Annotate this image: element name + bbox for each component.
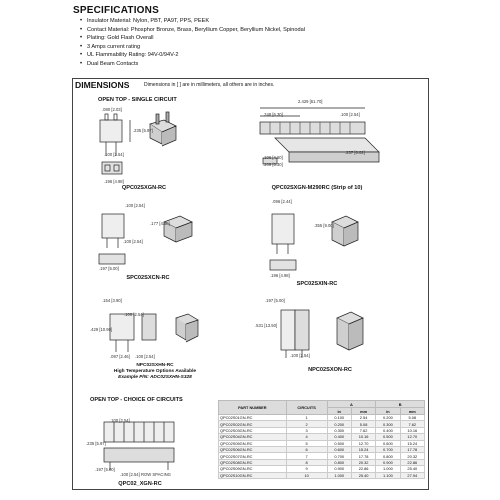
- spec-item: • UL Flammability Rating: 94V-0/94V-2: [80, 51, 305, 60]
- table-cell: 1: [286, 415, 327, 421]
- table-cell: QPC02S02GN-RC: [219, 421, 287, 427]
- table-cell: 9: [286, 466, 327, 472]
- table-cell: 0.500: [376, 434, 400, 440]
- table-cell: 0.200: [376, 415, 400, 421]
- table-header: CIRCUITS: [286, 401, 327, 415]
- dim-label: .100 [2.54]: [340, 112, 360, 117]
- spec-item: • 3 Amps current rating: [80, 43, 305, 52]
- table-header: PART NUMBER: [219, 401, 287, 415]
- table-cell: QPC02S09GN-RC: [219, 466, 287, 472]
- table-cell: QPC02S06GN-RC: [219, 446, 287, 452]
- table-cell: 5.08: [351, 421, 375, 427]
- table-cell: 25.40: [400, 466, 424, 472]
- table-cell: 10: [286, 472, 327, 478]
- table-cell: 0.300: [327, 427, 351, 433]
- table-cell: 10.16: [400, 427, 424, 433]
- high-temp-note: High Temperature Options Available: [113, 369, 197, 374]
- table-cell: 2: [286, 421, 327, 427]
- table-cell: 3: [286, 427, 327, 433]
- table-cell: 0.400: [376, 427, 400, 433]
- specifications-list: [80, 17, 305, 69]
- table-cell: 25.40: [351, 472, 375, 478]
- table-cell: QPC02S01GN-RC: [219, 415, 287, 421]
- table-cell: 10.16: [351, 434, 375, 440]
- table-header: B: [376, 401, 425, 408]
- table-cell: 1.000: [376, 466, 400, 472]
- part-label: SPC02SXIN-RC: [296, 281, 338, 287]
- spec-item: • Contact Material: Phosphor Bronze, Brass, Beryllium Copper, Beryllium Nickel, Spinodal: [80, 26, 305, 35]
- table-subheader: mm: [400, 408, 424, 415]
- spec-item: • Plating: Gold Flash Overall: [80, 34, 305, 43]
- dim-label: .100 [2.54]: [125, 203, 145, 208]
- table-cell: 0.200: [327, 421, 351, 427]
- table-cell: 5: [286, 440, 327, 446]
- dim-label: .177 [4.50]: [150, 221, 170, 226]
- dim-label: .196 [4.98]: [104, 179, 124, 184]
- dim-label: .100 [2.54]: [135, 354, 155, 359]
- example-part-number: Example P/N: ADC02SXHN-S328: [118, 375, 192, 380]
- table-subheader: in: [376, 408, 400, 415]
- table-cell: 0.500: [327, 440, 351, 446]
- table-cell: 5.08: [400, 415, 424, 421]
- table-cell: 0.300: [376, 421, 400, 427]
- table-cell: 22.86: [400, 459, 424, 465]
- table-cell: 0.100: [327, 415, 351, 421]
- dim-label: .100 [2.54] ROW SPACING: [120, 472, 171, 477]
- table-cell: 6: [286, 446, 327, 452]
- part-label: QPC02SXGN-M290RC (Strip of 10): [271, 185, 363, 191]
- dim-label: .100 [2.54]: [110, 418, 130, 423]
- table-cell: QPC02S08GN-RC: [219, 459, 287, 465]
- drawing-qpc02sxgn: [90, 106, 200, 186]
- dim-label: .154 [3.90]: [102, 298, 122, 303]
- dim-label: .237 [6.02]: [345, 150, 365, 155]
- table-row: [219, 472, 425, 478]
- dim-label: .100 [2.54]: [104, 152, 124, 157]
- table-cell: QPC02S10GN-RC: [219, 472, 287, 478]
- dim-label: .100 [2.54]: [290, 353, 310, 358]
- dim-label: .235 [5.97]: [133, 128, 153, 133]
- part-label: SPC02SXCN-RC: [126, 275, 170, 281]
- dim-label: .235 [5.97]: [86, 441, 106, 446]
- spec-item: • Dual Beam Contacts: [80, 60, 305, 69]
- dimensions-title: DIMENSIONS: [75, 80, 130, 90]
- table-cell: 15.24: [351, 446, 375, 452]
- table-subheader: mm: [351, 408, 375, 415]
- table-cell: 4: [286, 434, 327, 440]
- dim-label: .106 [4.60]: [263, 155, 283, 160]
- table-cell: 20.32: [351, 459, 375, 465]
- dim-label: .100 [2.54]: [123, 239, 143, 244]
- dim-label: .196 [4.98]: [270, 273, 290, 278]
- table-cell: 0.700: [327, 453, 351, 459]
- dim-label: .209 [5.30]: [263, 162, 283, 167]
- dim-label: .197 [5.00]: [265, 298, 285, 303]
- table-cell: 22.86: [351, 466, 375, 472]
- table-cell: QPC02S07GN-RC: [219, 453, 287, 459]
- table-cell: 7: [286, 453, 327, 459]
- dim-label: .080 [2.03]: [102, 107, 122, 112]
- table-cell: 1.000: [327, 472, 351, 478]
- drawing-spc02sxcn: [94, 202, 204, 272]
- dim-label: .197 [5.00]: [95, 467, 115, 472]
- table-cell: 0.800: [376, 453, 400, 459]
- table-cell: QPC02S03GN-RC: [219, 427, 287, 433]
- drawing-spc02sxin: [262, 200, 372, 280]
- part-label: QPC02SXGN-RC: [121, 185, 167, 191]
- dim-label: .096 [2.44]: [272, 199, 292, 204]
- table-cell: 17.78: [351, 453, 375, 459]
- part-label: NPC02SXON-RC: [308, 367, 352, 373]
- section-single-circuit: OPEN TOP - SINGLE CIRCUIT: [98, 97, 177, 103]
- table-cell: 15.24: [400, 440, 424, 446]
- table-header: A: [327, 401, 376, 408]
- circuits-table: [218, 400, 425, 479]
- dim-label: 2.429 [61.70]: [298, 99, 323, 104]
- table-cell: 0.900: [376, 459, 400, 465]
- drawing-npc02sxon: [255, 300, 375, 365]
- table-cell: 20.32: [400, 453, 424, 459]
- table-cell: QPC02S05GN-RC: [219, 440, 287, 446]
- table-cell: 0.700: [376, 446, 400, 452]
- dim-label: .197 [5.00]: [99, 266, 119, 271]
- table-subheader: in: [327, 408, 351, 415]
- table-cell: 17.78: [400, 446, 424, 452]
- table-cell: 0.800: [327, 459, 351, 465]
- dim-label: .531 [13.50]: [255, 323, 278, 328]
- table-cell: 0.400: [327, 434, 351, 440]
- table-cell: 1.100: [376, 472, 400, 478]
- table-cell: 2.54: [351, 415, 375, 421]
- dim-label: .100 [2.54]: [124, 312, 144, 317]
- dim-label: .355 [9.00]: [314, 223, 334, 228]
- dim-label: .429 [10.90]: [90, 327, 113, 332]
- dimensions-note: Dimensions in [ ] are in millimeters, all others are in inches.: [144, 82, 275, 88]
- dim-label: .097 [2.46]: [110, 354, 130, 359]
- table-cell: 8: [286, 459, 327, 465]
- section-choice-of-circuits: OPEN TOP - CHOICE OF CIRCUITS: [90, 397, 183, 403]
- table-cell: 12.70: [400, 434, 424, 440]
- table-cell: QPC02S04GN-RC: [219, 434, 287, 440]
- part-label: NPC02SXHN-RC: [136, 363, 174, 368]
- table-cell: 7.62: [400, 421, 424, 427]
- spec-item: • Insulator Material: Nylon, PBT, PA9T, PPS, PEEK: [80, 17, 305, 26]
- table-cell: 0.600: [327, 446, 351, 452]
- table-cell: 12.70: [351, 440, 375, 446]
- table-cell: 7.62: [351, 427, 375, 433]
- table-cell: 0.900: [327, 466, 351, 472]
- dim-label: .248 [6.30]: [263, 112, 283, 117]
- specifications-title: SPECIFICATIONS: [73, 5, 159, 16]
- table-cell: 0.600: [376, 440, 400, 446]
- table-cell: 27.94: [400, 472, 424, 478]
- part-label: QPC02_XGN-RC: [118, 481, 162, 487]
